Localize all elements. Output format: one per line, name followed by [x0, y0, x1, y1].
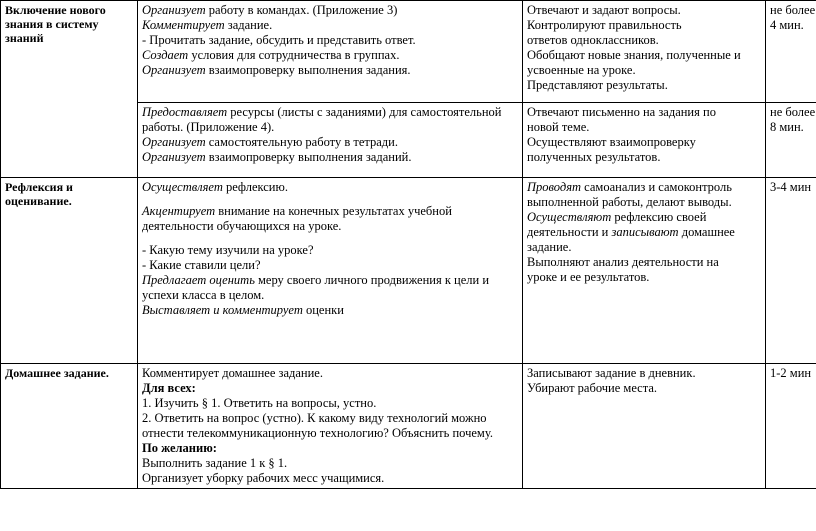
text-line: усвоенные на уроке.	[527, 63, 636, 77]
text: ресурсы (листы с заданиями) для самостоятельной	[227, 105, 502, 119]
text: рефлексию.	[222, 180, 288, 194]
student-activity-cell	[523, 1, 766, 103]
text-line: уроке и ее результатов.	[527, 270, 650, 284]
text: работу в командах. (Приложение 3)	[205, 3, 398, 17]
text-line	[527, 210, 761, 225]
table-row	[1, 1, 816, 103]
stage-title: Домашнее задание.	[5, 366, 109, 380]
text: меру своего личного продвижения к цели и	[254, 273, 490, 287]
emphasis: Организует	[142, 3, 206, 17]
text-line	[142, 273, 518, 288]
text-line: ответов одноклассников.	[527, 33, 659, 47]
text-line: Контролируют правильность	[527, 18, 682, 32]
text-line: новой теме.	[527, 120, 590, 134]
text-line: успехи класса в целом.	[142, 288, 265, 302]
text-line: работы. (Приложение 4).	[142, 120, 275, 134]
stage-cell	[1, 178, 138, 364]
text-line: Отвечают и задают вопросы.	[527, 3, 681, 17]
time-value: 8 мин.	[770, 120, 804, 134]
emphasis: Проводят	[527, 180, 582, 194]
text-line: 2. Ответить на вопрос (устно). К какому виду технологий можно	[142, 411, 487, 425]
text-line: Представляют результаты.	[527, 78, 668, 92]
text: оценки	[302, 303, 344, 317]
emphasis: Осуществляет	[142, 180, 223, 194]
text-line	[527, 180, 761, 195]
text-line	[527, 225, 761, 240]
text: условия для сотрудничества в группах.	[188, 48, 400, 62]
emphasis: Организует	[142, 135, 206, 149]
teacher-activity-cell	[138, 178, 523, 364]
teacher-activity-cell	[138, 1, 523, 103]
emphasis: записывают	[611, 225, 679, 239]
time-value: не более	[770, 105, 816, 119]
text: деятельности и	[527, 225, 612, 239]
student-activity-cell	[523, 103, 766, 178]
text-line: Записывают задание в дневник.	[527, 366, 696, 380]
time-cell	[766, 1, 816, 103]
teacher-activity-cell	[138, 364, 523, 489]
time-value: 3-4 мин	[770, 180, 812, 194]
spacer	[142, 234, 518, 243]
table-row	[1, 178, 816, 364]
text-line	[142, 105, 518, 120]
text-line	[142, 303, 518, 318]
text-line: Обобщают новые знания, полученные и	[527, 48, 741, 62]
text: взаимопроверку выполнения задания.	[205, 63, 411, 77]
emphasis: Предоставляет	[142, 105, 228, 119]
text-line: Для всех:	[142, 381, 196, 395]
text-line	[142, 150, 518, 165]
text: домашнее	[678, 225, 735, 239]
text-line: По желанию:	[142, 441, 217, 455]
emphasis: Выставляет и комментирует	[142, 303, 303, 317]
text-line: Выполняют анализ деятельности на	[527, 255, 719, 269]
text-line: Выполнить задание 1 к § 1.	[142, 456, 288, 470]
text-line	[142, 63, 518, 78]
time-value: не более	[770, 3, 816, 17]
text-line	[142, 135, 518, 150]
text-line	[142, 18, 518, 33]
text-line	[142, 48, 518, 63]
emphasis: Комментирует	[142, 18, 225, 32]
text-line: - Какую тему изучили на уроке?	[142, 243, 314, 257]
time-cell	[766, 103, 816, 178]
emphasis: Акцентирует	[142, 204, 216, 218]
emphasis: Организует	[142, 150, 206, 164]
table-row	[1, 364, 816, 489]
text-line	[142, 3, 518, 18]
student-activity-cell	[523, 178, 766, 364]
text-line: выполненной работы, делают выводы.	[527, 195, 732, 209]
text-line: - Какие ставили цели?	[142, 258, 261, 272]
spacer	[142, 195, 518, 204]
text: самоанализ и самоконтроль	[581, 180, 732, 194]
emphasis: Организует	[142, 63, 206, 77]
text-line: отнести телекоммуникационную технологию? Объяснить почему.	[142, 426, 493, 440]
text-line: полученных результатов.	[527, 150, 661, 164]
time-value: 4 мин.	[770, 18, 804, 32]
time-cell	[766, 178, 816, 364]
text-line: Организует уборку рабочих месс учащимися.	[142, 471, 385, 485]
teacher-activity-cell	[138, 103, 523, 178]
text-line: Осуществляют взаимопроверку	[527, 135, 696, 149]
stage-cell	[1, 364, 138, 489]
time-cell	[766, 364, 816, 489]
text: самостоятельную работу в тетради.	[205, 135, 398, 149]
student-activity-cell	[523, 364, 766, 489]
text: взаимопроверку выполнения заданий.	[205, 150, 412, 164]
stage-title: Включение нового знания в систему знаний	[5, 3, 106, 45]
emphasis: Создает	[142, 48, 189, 62]
text-line: - Прочитать задание, обсудить и представить ответ.	[142, 33, 416, 47]
text: внимание на конечных результатах учебной	[215, 204, 452, 218]
text-line: задание.	[527, 240, 572, 254]
text-line: деятельности обучающихся на уроке.	[142, 219, 342, 233]
text-line: Убирают рабочие места.	[527, 381, 658, 395]
emphasis: Предлагает оценить	[142, 273, 255, 287]
text-line: Комментирует домашнее задание.	[142, 366, 323, 380]
text-line: 1. Изучить § 1. Ответить на вопросы, устно.	[142, 396, 377, 410]
text: рефлексию своей	[611, 210, 707, 224]
text-line	[142, 204, 518, 219]
text-line	[142, 180, 518, 195]
stage-cell	[1, 1, 138, 178]
stage-title: Рефлексия и оценивание.	[5, 180, 73, 208]
time-value: 1-2 мин	[770, 366, 812, 380]
text: задание.	[224, 18, 273, 32]
text-line: Отвечают письменно на задания по	[527, 105, 716, 119]
emphasis: Осуществляют	[527, 210, 612, 224]
